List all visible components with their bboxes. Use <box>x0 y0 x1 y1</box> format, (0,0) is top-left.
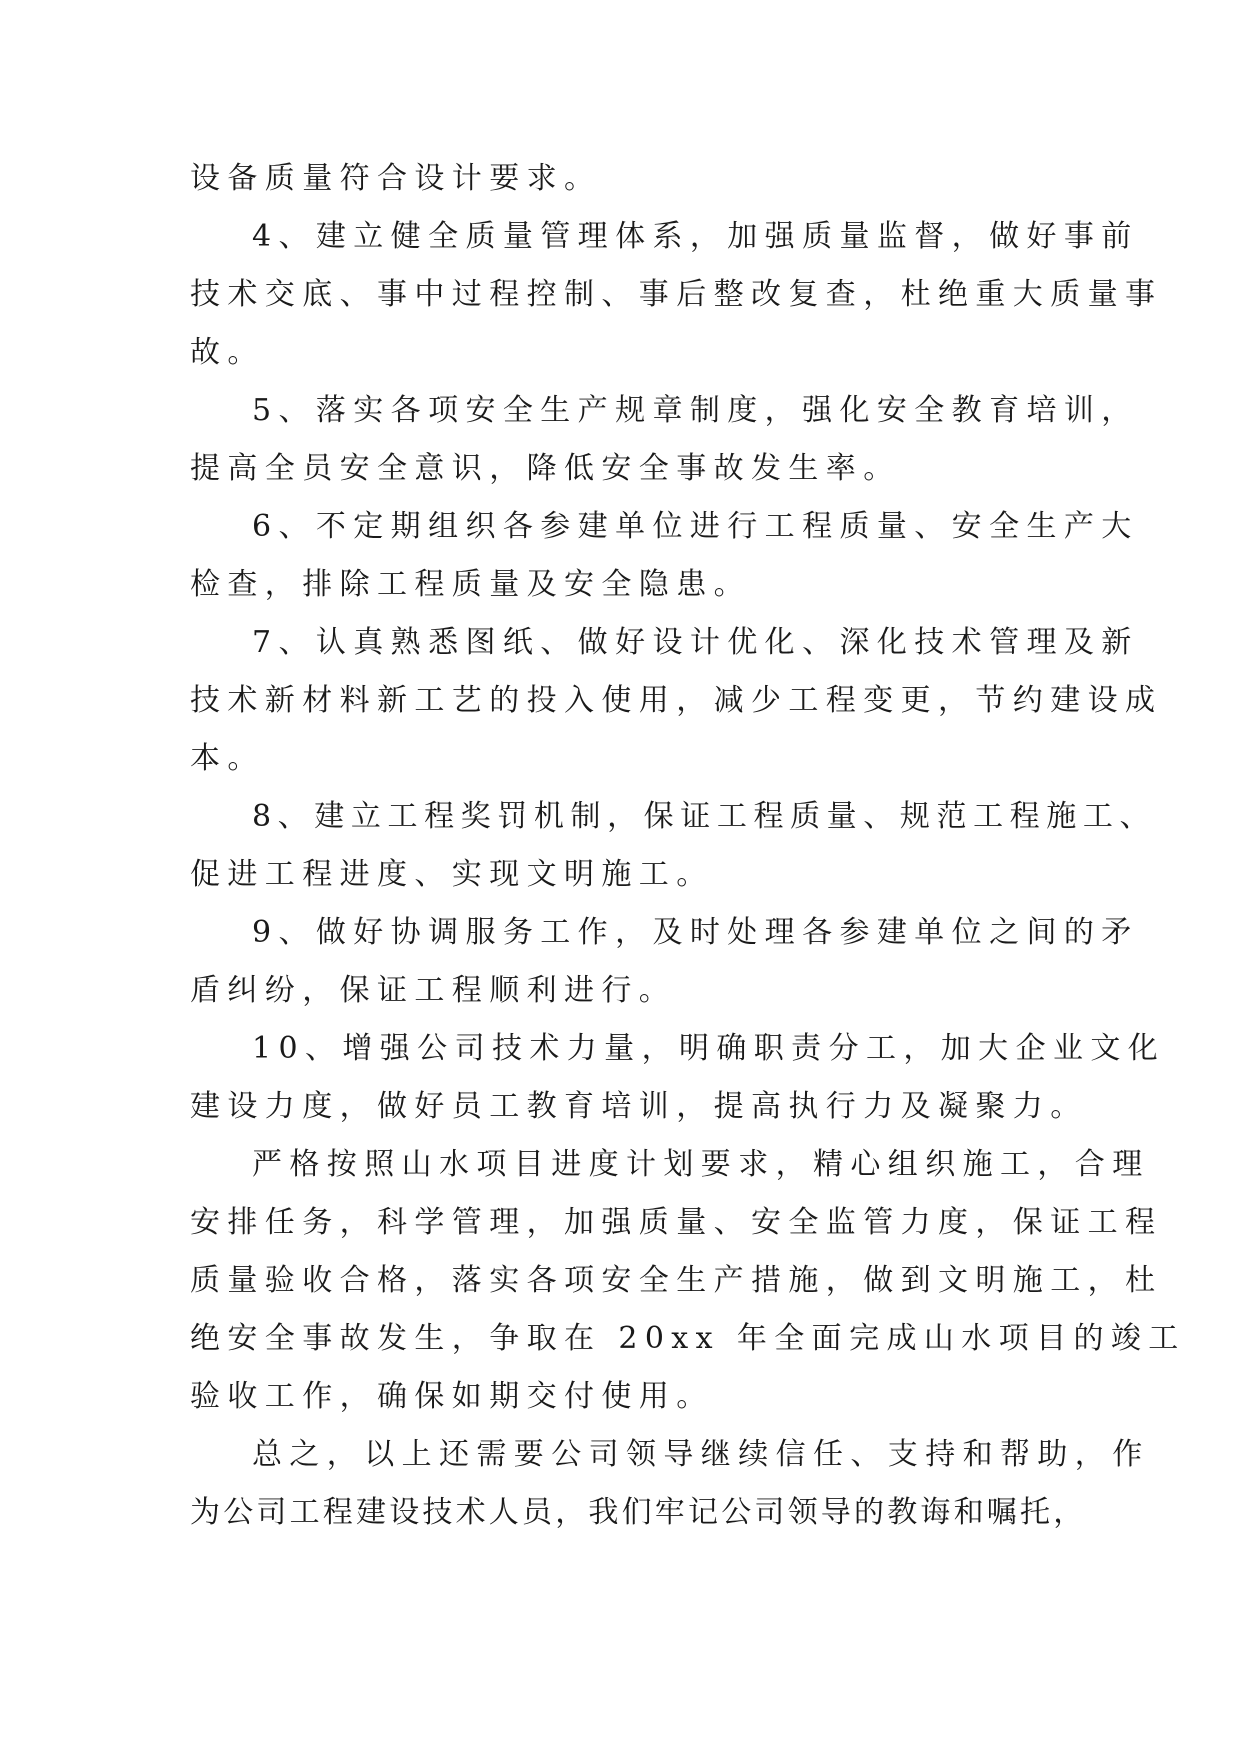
text-line: 安排任务，科学管理，加强质量、安全监管力度，保证工程 <box>190 1205 1163 1240</box>
paragraph-first-line: 严格按照山水项目进度计划要求，精心组织施工，合理 <box>252 1147 1150 1182</box>
text-line: 促进工程进度、实现文明施工。 <box>190 857 714 892</box>
text-line: 技术交底、事中过程控制、事后整改复查，杜绝重大质量事 <box>190 277 1163 312</box>
paragraph-first-line: 8、建立工程奖罚机制，保证工程质量、规范工程施工、 <box>252 799 1157 834</box>
paragraph-first-line: 6、不定期组织各参建单位进行工程质量、安全生产大 <box>252 509 1139 544</box>
paragraph-first-line: 总之，以上还需要公司领导继续信任、支持和帮助，作 <box>252 1437 1150 1472</box>
paragraph-first-line: 10、增强公司技术力量，明确职责分工，加大企业文化 <box>252 1031 1166 1066</box>
text-line: 故。 <box>190 335 265 370</box>
text-line: 检查，排除工程质量及安全隐患。 <box>190 567 751 602</box>
text-line: 建设力度，做好员工教育培训，提高执行力及凝聚力。 <box>190 1089 1088 1124</box>
text-line: 盾纠纷，保证工程顺利进行。 <box>190 973 677 1008</box>
text-line: 本。 <box>190 741 265 776</box>
paragraph-first-line: 5、落实各项安全生产规章制度，强化安全教育培训， <box>252 393 1139 428</box>
paragraph-first-line: 4、建立健全质量管理体系，加强质量监督，做好事前 <box>252 219 1139 254</box>
text-line: 绝安全事故发生，争取在 20xx 年全面完成山水项目的竣工 <box>190 1321 1186 1356</box>
document-body <box>190 150 1186 1542</box>
text-line: 质量验收合格，落实各项安全生产措施，做到文明施工，杜 <box>190 1263 1163 1298</box>
text-line: 提高全员安全意识，降低安全事故发生率。 <box>190 451 901 486</box>
paragraph-first-line: 7、认真熟悉图纸、做好设计优化、深化技术管理及新 <box>252 625 1139 660</box>
paragraph-first-line: 9、做好协调服务工作，及时处理各参建单位之间的矛 <box>252 915 1139 950</box>
text-line: 验收工作，确保如期交付使用。 <box>190 1379 714 1414</box>
text-line: 技术新材料新工艺的投入使用，减少工程变更，节约建设成 <box>190 683 1163 718</box>
text-line: 设备质量符合设计要求。 <box>190 161 602 196</box>
text-line: 为公司工程建设技术人员，我们牢记公司领导的教诲和嘱托， <box>190 1495 1087 1530</box>
